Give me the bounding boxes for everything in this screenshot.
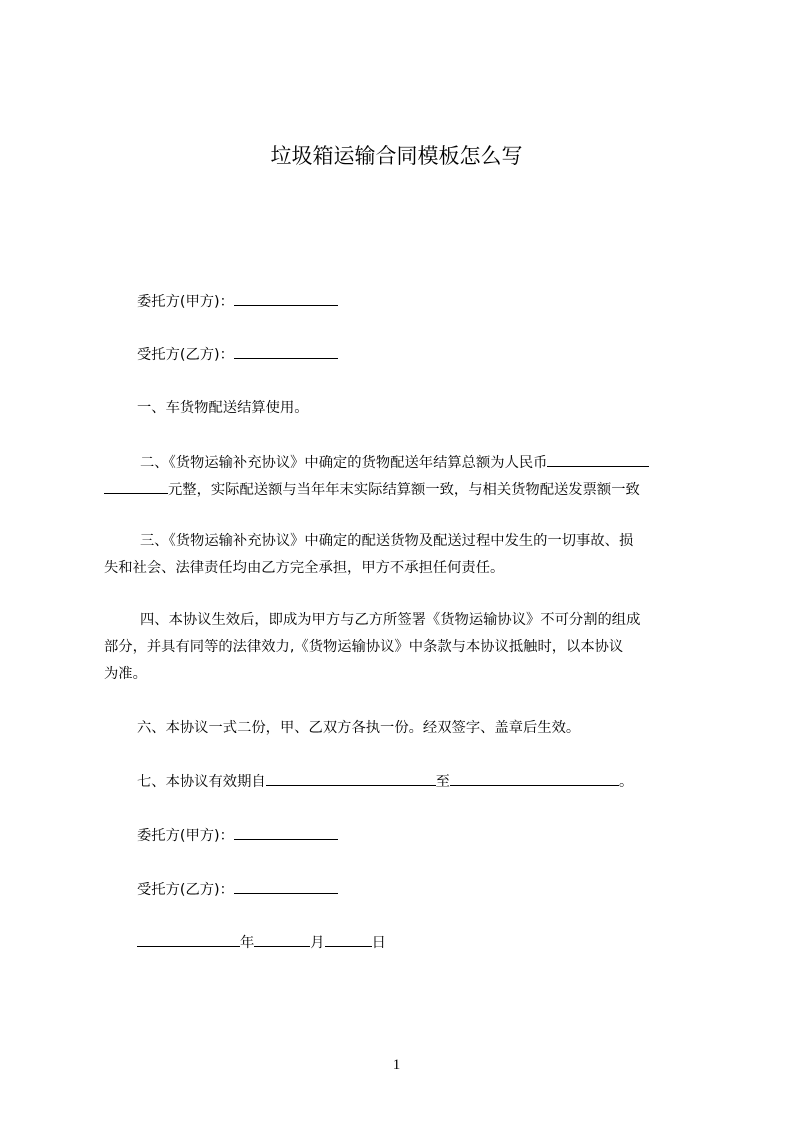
clause-6: 六、本协议一式二份，甲、乙双方各执一份。经双签字、盖章后生效。: [137, 720, 581, 736]
sign-party-b-label: 受托方(乙方)：: [137, 882, 234, 898]
clause-3-line-2: 失和社会、法律责任均由乙方完全承担，甲方不承担任何责任。: [104, 560, 505, 576]
date-year-label: 年: [240, 935, 255, 951]
party-b-label: 受托方(乙方)：: [137, 347, 234, 363]
party-b-blank: [234, 344, 338, 359]
start-date-blank: [266, 771, 436, 786]
clause-7-prefix: 七、本协议有效期自: [137, 774, 266, 790]
clause-7-end: 。: [618, 774, 634, 790]
date-day-label: 日: [371, 935, 386, 951]
amount-blank-2: [104, 479, 168, 494]
clause-4-line-1: 四、本协议生效后，即成为甲方与乙方所签署《货物运输协议》不可分割的组成: [140, 612, 641, 628]
clause-2-text-2: 元整，实际配送额与当年年末实际结算额一致，与相关货物配送发票额一致: [168, 482, 640, 498]
month-blank: [254, 932, 310, 947]
sign-party-a-line: [137, 825, 338, 846]
party-b-line: [137, 344, 338, 365]
clause-7-line: [137, 771, 633, 792]
clause-4-line-3: 为准。: [104, 666, 147, 682]
clause-4-line-2: 部分，并具有同等的法律效力,《货物运输协议》中条款与本协议抵触时，以本协议: [104, 639, 624, 655]
sign-party-b-blank: [234, 879, 338, 894]
clause-7-to: 至: [435, 774, 450, 790]
party-a-line: [137, 291, 338, 312]
end-date-blank: [450, 771, 619, 786]
date-month-label: 月: [310, 935, 325, 951]
day-blank: [325, 932, 372, 947]
clause-3-line-1: 三、《货物运输补充协议》中确定的配送货物及配送过程中发生的一切事故、损: [140, 533, 634, 549]
clause-2-line-2: [104, 479, 640, 500]
page-title: 垃圾箱运输合同模板怎么写: [270, 144, 523, 168]
party-a-label: 委托方(甲方)：: [137, 294, 234, 310]
clause-1: 一、车货物配送结算使用。: [137, 400, 309, 416]
party-a-blank: [234, 291, 338, 306]
page-number: 1: [392, 1057, 401, 1073]
sign-party-a-blank: [234, 825, 338, 840]
sign-party-a-label: 委托方(甲方)：: [137, 828, 234, 844]
date-line: [137, 932, 386, 953]
clause-2-text-1: 二、《货物运输补充协议》中确定的货物配送年结算总额为人民币: [140, 455, 548, 471]
year-blank: [137, 932, 240, 947]
sign-party-b-line: [137, 879, 338, 900]
amount-blank-1: [547, 452, 649, 467]
clause-2-line-1: [140, 452, 649, 473]
